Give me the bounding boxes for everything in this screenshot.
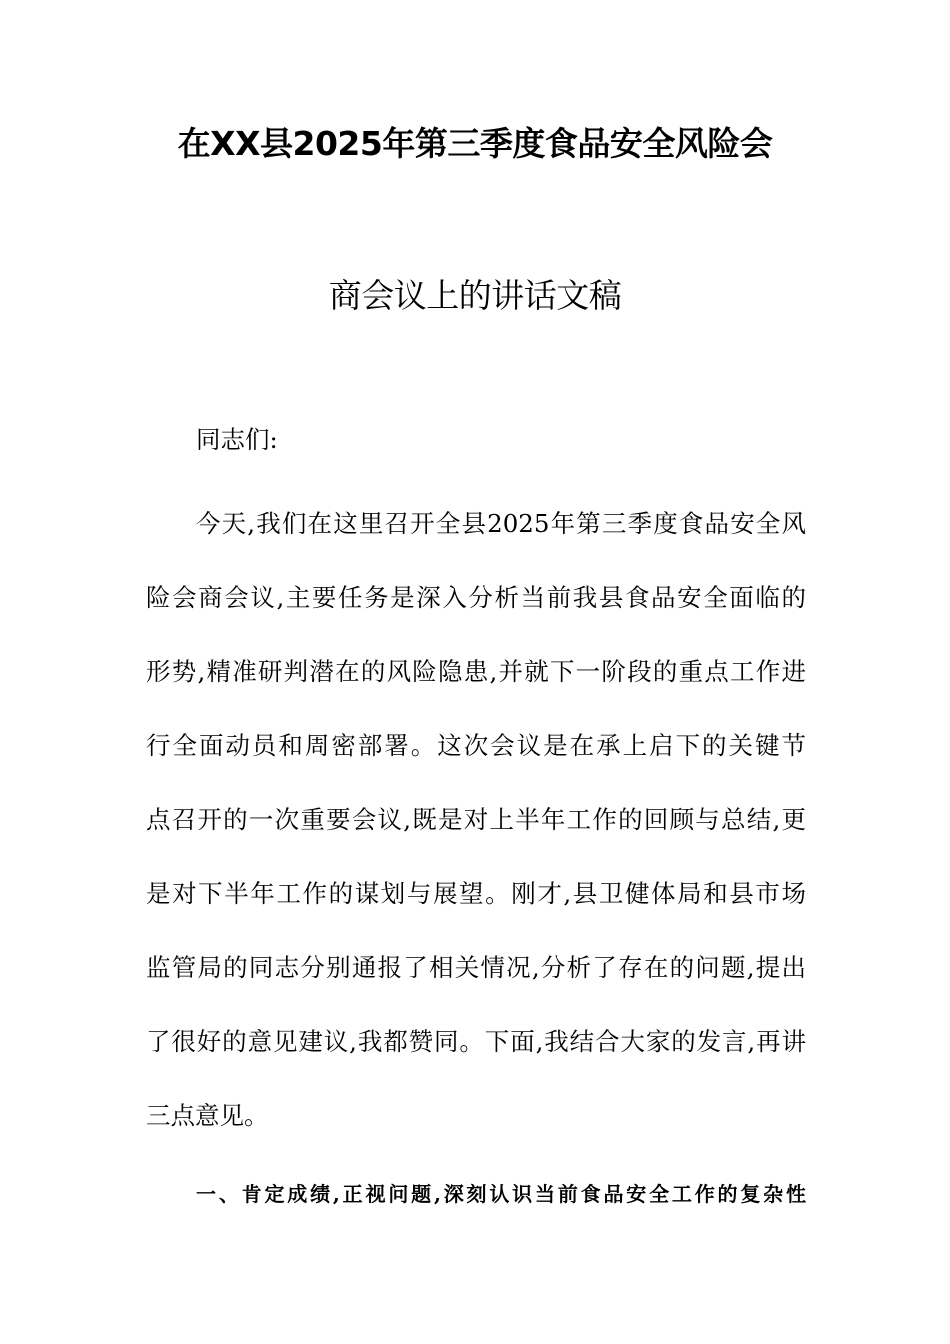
paragraph-line: 形势,精准研判潜在的风险隐患,并就下一阶段的重点工作进 — [146, 657, 806, 686]
paragraph-line: 今天,我们在这里召开全县2025年第三季度食品安全风 — [196, 509, 806, 538]
paragraph-line: 三点意见。 — [146, 1101, 269, 1130]
paragraph-line: 险会商会议,主要任务是深入分析当前我县食品安全面临的 — [146, 583, 806, 612]
paragraph-line: 了很好的意见建议,我都赞同。下面,我结合大家的发言,再讲 — [146, 1027, 806, 1056]
paragraph-line: 行全面动员和周密部署。这次会议是在承上启下的关键节 — [146, 731, 806, 760]
document-title-line-1: 在XX县2025年第三季度食品安全风险会 — [177, 124, 773, 163]
paragraph-line: 是对下半年工作的谋划与展望。刚才,县卫健体局和县市场 — [146, 879, 806, 908]
paragraph-line: 监管局的同志分别通报了相关情况,分析了存在的问题,提出 — [146, 953, 806, 982]
paragraph-line: 点召开的一次重要会议,既是对上半年工作的回顾与总结,更 — [146, 805, 806, 834]
document-title-line-2: 商会议上的讲话文稿 — [328, 276, 622, 315]
salutation: 同志们: — [196, 425, 278, 454]
section-heading: 一、肯定成绩,正视问题,深刻认识当前食品安全工作的复杂性 — [196, 1182, 806, 1206]
